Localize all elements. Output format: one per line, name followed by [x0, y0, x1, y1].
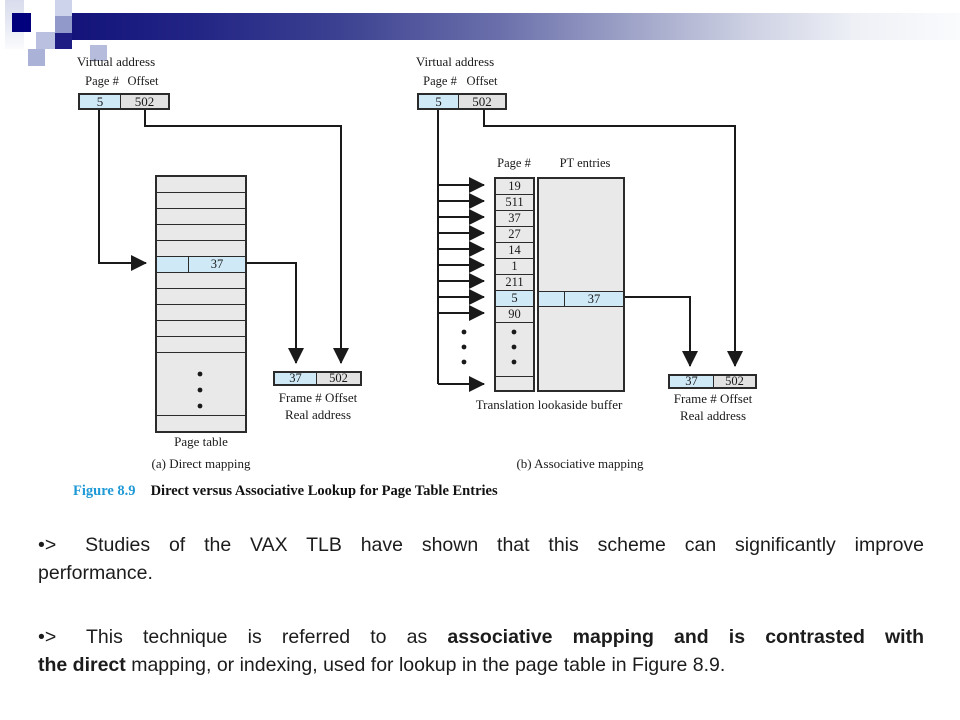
bullet-line [38, 623, 924, 651]
page-table-row [157, 209, 245, 225]
bullet-text: performance. [38, 562, 153, 584]
tlb-page-cell: 14 [496, 243, 533, 259]
tlb-page-cell: 211 [496, 275, 533, 291]
tlb-page-cell: 1 [496, 259, 533, 275]
page-table-ellipsis-cell [157, 353, 245, 416]
figure-title: Direct versus Associative Lookup for Page Table Entries [150, 483, 498, 499]
tlb-pt-highlight-row [539, 291, 623, 307]
frame-offset-cell-a: 502 [317, 373, 360, 384]
bullet-item [38, 623, 924, 679]
tlb-pt-entries-box [537, 177, 625, 392]
page-number-cell-b: 5 [419, 95, 459, 108]
tlb-page-cell: 19 [496, 179, 533, 195]
virtual-address-box-b [417, 93, 507, 110]
deco-gradient-bar [72, 13, 960, 40]
tlb-page-cell [496, 377, 533, 390]
virtual-address-box-a [78, 93, 170, 110]
page-table-row [157, 241, 245, 257]
figure-number: Figure 8.9 [73, 483, 136, 499]
tlb-page-column [494, 177, 535, 392]
bullet-text: Studies of the VAX TLB have shown that this scheme can significantly improve [85, 534, 925, 556]
real-address-label-b: Real address [679, 408, 747, 423]
page-header-b: Page # [423, 74, 457, 88]
bullet-text-bold: associative mapping and is contrasted with [447, 626, 924, 648]
frame-number-cell-a: 37 [275, 373, 317, 384]
tlb-page-cell: 511 [496, 195, 533, 211]
page-table-row [157, 193, 245, 209]
page-table-row [157, 273, 245, 289]
page-table-a [155, 175, 247, 433]
page-table-row [157, 177, 245, 193]
highlight-subcell [157, 257, 189, 272]
bullet-text: mapping, or indexing, used for lookup in the page table in Figure 8.9. [131, 654, 726, 676]
bullet-list [38, 531, 924, 679]
page-table-row [157, 289, 245, 305]
frame-offset-label-b: Frame # Offset [673, 391, 753, 406]
offset-header-a: Offset [127, 74, 159, 88]
page-header-a: Page # [85, 74, 119, 88]
page-table-row [157, 305, 245, 321]
figure-caption [73, 483, 498, 500]
deco-square [55, 16, 72, 33]
caption-b: (b) Associative mapping [516, 456, 644, 471]
page-table-row [157, 321, 245, 337]
page-table-row [157, 225, 245, 241]
bullet-marker: •> [38, 626, 57, 648]
real-address-box-a [273, 371, 362, 386]
page-number-cell-a: 5 [80, 95, 121, 108]
tlb-pt-header: PT entries [559, 156, 611, 170]
tlb-page-cell: 37 [496, 211, 533, 227]
tlb-page-cell: 27 [496, 227, 533, 243]
bullet-line [38, 559, 924, 587]
page-table-label: Page table [174, 434, 228, 449]
frame-number-cell-b: 37 [670, 376, 714, 387]
bullet-text-bold: the direct [38, 654, 126, 676]
tlb-label: Translation lookaside buffer [475, 397, 623, 412]
tlb-page-header: Page # [497, 156, 531, 170]
virtual-address-label-a: Virtual address [76, 54, 156, 69]
frame-offset-label-a: Frame # Offset [278, 390, 358, 405]
deco-square [55, 0, 72, 16]
bullet-marker: •> [38, 534, 57, 556]
bullet-line [38, 531, 924, 559]
tlb-page-cell-highlight: 5 [496, 291, 533, 307]
real-address-label-a: Real address [284, 407, 352, 422]
offset-cell-a: 502 [121, 95, 168, 108]
virtual-address-label-b: Virtual address [415, 54, 495, 69]
bullet-text: This technique is referred to as [86, 626, 428, 648]
tlb-page-cell: 90 [496, 307, 533, 323]
offset-header-b: Offset [466, 74, 498, 88]
tlb-pt-highlight-subcell [539, 292, 565, 306]
page-table-row [157, 337, 245, 353]
page-table-row [157, 416, 245, 431]
real-address-box-b [668, 374, 757, 389]
deco-square [36, 32, 55, 49]
bullet-item [38, 531, 924, 587]
caption-a: (a) Direct mapping [151, 456, 251, 471]
offset-cell-b: 502 [459, 95, 505, 108]
deco-square-navy [12, 13, 31, 32]
bullet-line [38, 651, 924, 679]
deco-square [28, 49, 45, 66]
tlb-frame-number-entry: 37 [587, 291, 601, 306]
page-table-highlight-row [157, 257, 245, 273]
frame-number-entry: 37 [210, 257, 224, 271]
tlb-ellipsis-cell [496, 323, 533, 377]
deco-square [55, 33, 72, 49]
frame-offset-cell-b: 502 [714, 376, 755, 387]
